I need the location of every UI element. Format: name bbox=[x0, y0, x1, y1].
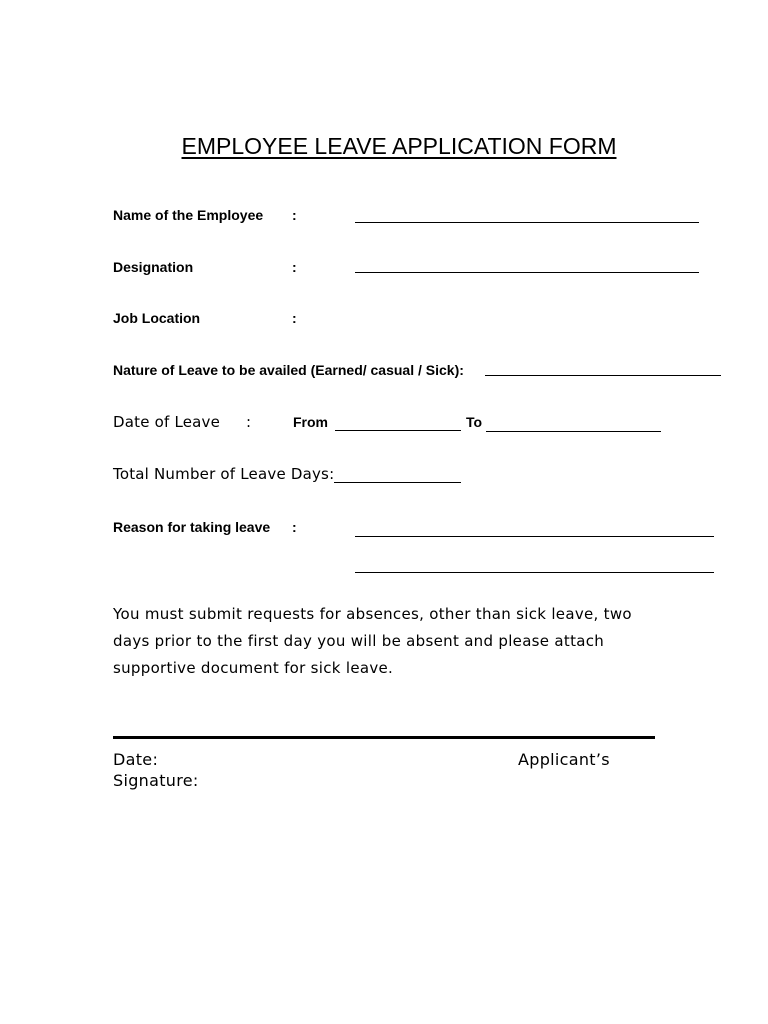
date-of-leave-label: Date of Leave bbox=[113, 413, 221, 431]
designation-field[interactable] bbox=[355, 272, 699, 273]
signature-rule bbox=[113, 736, 655, 739]
form-title: EMPLOYEE LEAVE APPLICATION FORM bbox=[181, 133, 617, 159]
reason-colon: : bbox=[292, 519, 297, 535]
reason-field-line-1[interactable] bbox=[355, 536, 714, 537]
signature-label: Signature: bbox=[113, 771, 199, 790]
to-date-field[interactable] bbox=[486, 431, 661, 432]
nature-of-leave-field[interactable] bbox=[485, 375, 721, 376]
from-date-field[interactable] bbox=[335, 430, 461, 431]
job-location-label: Job Location bbox=[113, 310, 201, 326]
submission-note: You must submit requests for absences, other than sick leave, two days prior to the first day you will be absent and please attach supportive document for sick leave. bbox=[113, 605, 632, 677]
employee-name-label: Name of the Employee bbox=[113, 207, 264, 223]
designation-colon: : bbox=[292, 259, 297, 275]
to-label: To bbox=[466, 414, 483, 430]
reason-field-line-2[interactable] bbox=[355, 572, 714, 573]
employee-name-colon: : bbox=[292, 207, 297, 223]
total-days-field[interactable] bbox=[334, 482, 461, 483]
total-days-label: Total Number of Leave Days: bbox=[113, 465, 335, 483]
applicant-label: Applicant’s bbox=[518, 750, 610, 769]
from-label: From bbox=[293, 414, 328, 430]
employee-name-field[interactable] bbox=[355, 222, 699, 223]
date-of-leave-colon: : bbox=[246, 413, 252, 431]
job-location-colon: : bbox=[292, 310, 297, 326]
designation-label: Designation bbox=[113, 259, 194, 275]
date-label: Date: bbox=[113, 750, 159, 769]
nature-of-leave-label: Nature of Leave to be availed (Earned/ casual / Sick): bbox=[113, 362, 464, 378]
reason-label: Reason for taking leave bbox=[113, 519, 271, 535]
